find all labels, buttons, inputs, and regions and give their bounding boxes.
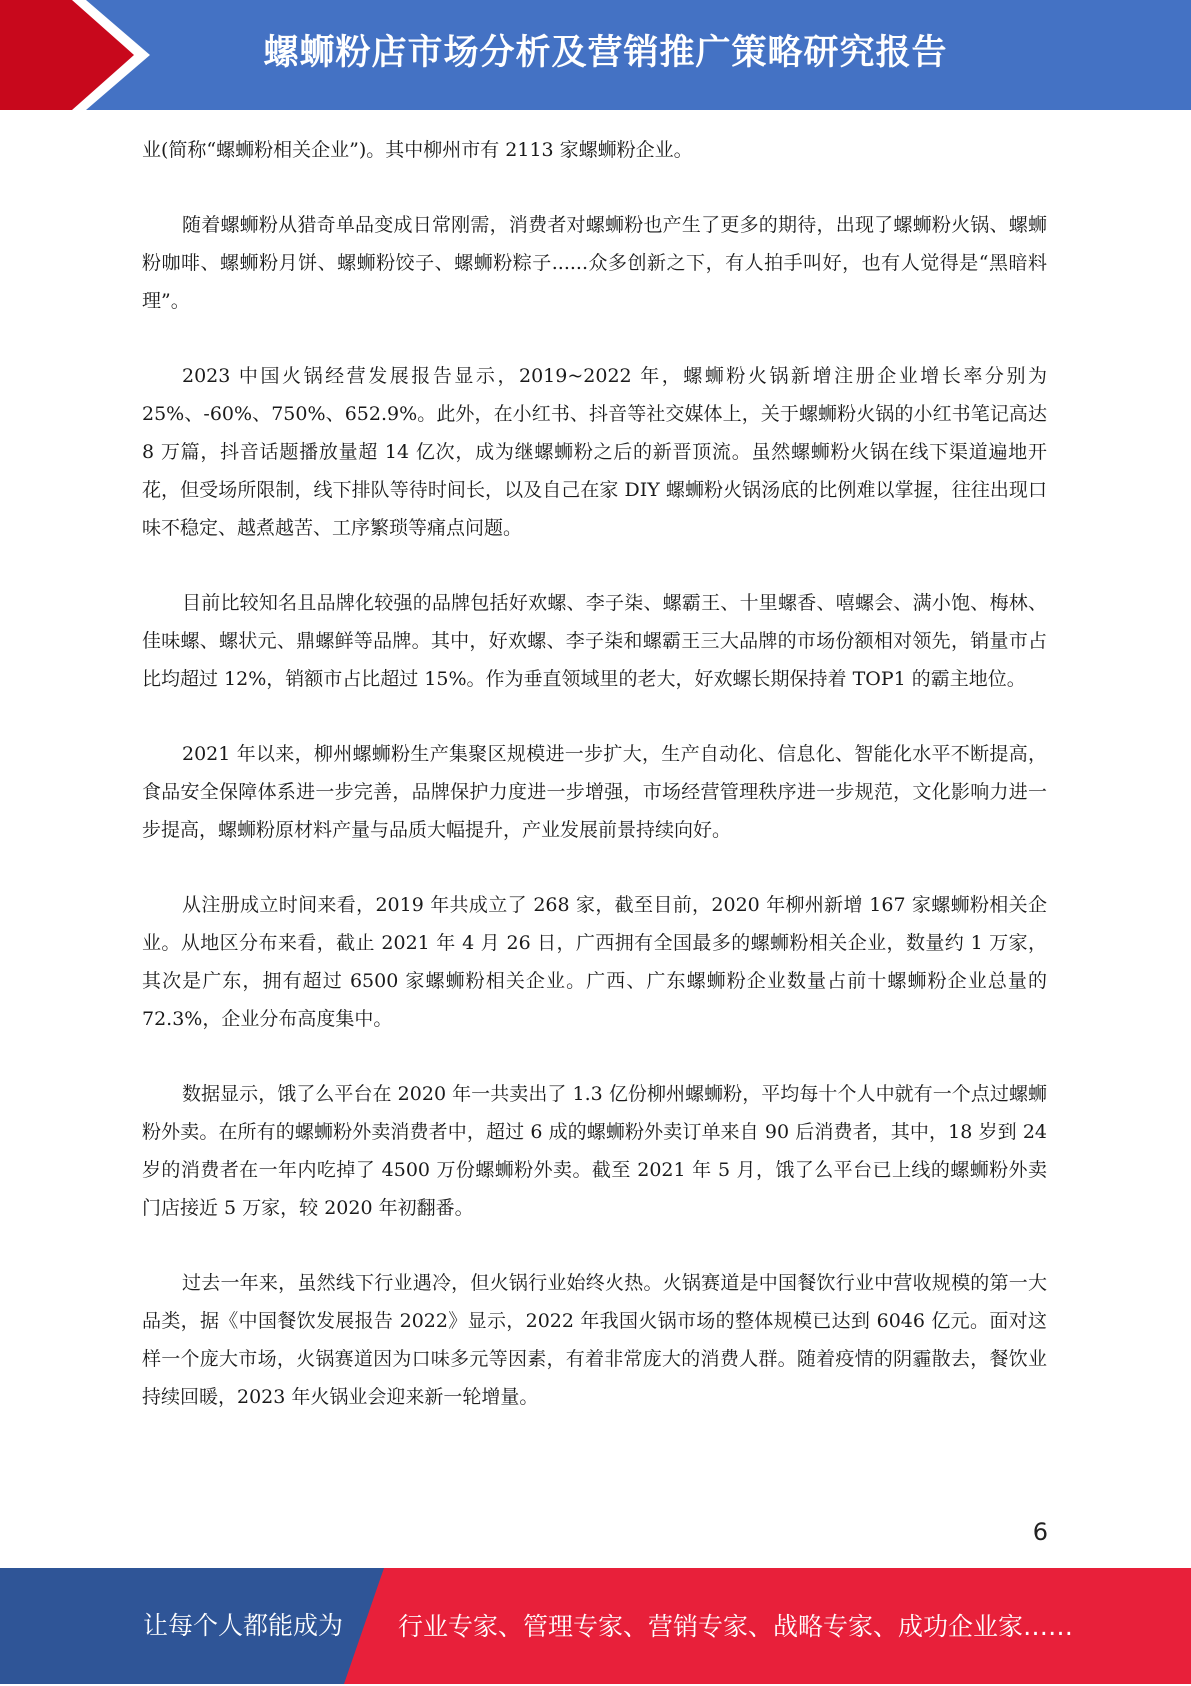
document-body [142, 131, 1047, 1453]
footer-slogan-left: 让每个人都能成为 [143, 1611, 344, 1640]
paragraph-innovation: 随着螺蛳粉从猎奇单品变成日常刚需，消费者对螺蛳粉也产生了更多的期待，出现了螺蛳粉火锅、螺蛳粉咖啡、螺蛳粉月饼、螺蛳粉饺子、螺蛳粉粽子......众多创新之下，有人拍手叫好，也有人觉得是“黑暗料理”。 [142, 214, 1047, 312]
footer-slogan-right: 行业专家、管理专家、营销专家、战略专家、成功企业家…… [398, 1612, 1074, 1641]
paragraph-hotpot-market: 过去一年来，虽然线下行业遇冷，但火锅行业始终火热。火锅赛道是中国餐饮行业中营收规模的第一大品类，据《中国餐饮发展报告 2022》显示，2022 年我国火锅市场的整体规模已达到 6046 亿元。面对这样一个庞大市场，火锅赛道因为口味多元等因素，有着非常庞大的消费人群。随着疫情的阴霾散去，餐饮业持续回暖，2023 年火锅业会迎来新一轮增量。 [142, 1272, 1047, 1408]
paragraph-registration: 从注册成立时间来看，2019 年共成立了 268 家，截至目前，2020 年柳州新增 167 家螺蛳粉相关企业。从地区分布来看，截止 2021 年 4 月 26 日，广西拥有全国最多的螺蛳粉相关企业，数量约 1 万家，其次是广东，拥有超过 6500 家螺蛳粉相关企业。广西、广东螺蛳粉企业数量占前十螺蛳粉企业总量的 72.3%，企业分布高度集中。 [142, 894, 1047, 1030]
paragraph-continuation: 业(简称“螺蛳粉相关企业”)。其中柳州市有 2113 家螺蛳粉企业。 [142, 139, 693, 161]
paragraph-hotpot-report: 2023 中国火锅经营发展报告显示，2019~2022 年，螺蛳粉火锅新增注册企业增长率分别为 25%、-60%、750%、652.9%。此外，在小红书、抖音等社交媒体上，关于螺蛳粉火锅的小红书笔记高达 8 万篇，抖音话题播放量超 14 亿次，成为继螺蛳粉之后的新晋顶流。虽然螺蛳粉火锅在线下渠道遍地开花，但受场所限制，线下排队等待时间长，以及自己在家 DIY 螺蛳粉火锅汤底的比例难以掌握，往往出现口味不稳定、越煮越苦、工序繁琐等痛点问题。 [142, 365, 1047, 539]
paragraph-delivery-data: 数据显示，饿了么平台在 2020 年一共卖出了 1.3 亿份柳州螺蛳粉，平均每十个人中就有一个点过螺蛳粉外卖。在所有的螺蛳粉外卖消费者中，超过 6 成的螺蛳粉外卖订单来自 90 后消费者，其中，18 岁到 24 岁的消费者在一年内吃掉了 4500 万份螺蛳粉外卖。截至 2021 年 5 月，饿了么平台已上线的螺蛳粉外卖门店接近 5 万家，较 2020 年初翻番。 [142, 1083, 1047, 1219]
paragraph-brands: 目前比较知名且品牌化较强的品牌包括好欢螺、李子柒、螺霸王、十里螺香、嘻螺会、满小饱、梅林、佳味螺、螺状元、鼎螺鲜等品牌。其中，好欢螺、李子柒和螺霸王三大品牌的市场份额相对领先，销量市占比均超过 12%，销额市占比超过 15%。作为垂直领域里的老大，好欢螺长期保持着 TOP1 的霸主地位。 [142, 592, 1047, 690]
paragraph-industry-development: 2021 年以来，柳州螺蛳粉生产集聚区规模进一步扩大，生产自动化、信息化、智能化水平不断提高，食品安全保障体系进一步完善，品牌保护力度进一步增强，市场经营管理秩序进一步规范，文化影响力进一步提高，螺蛳粉原材料产量与品质大幅提升，产业发展前景持续向好。 [142, 743, 1047, 841]
page-header [0, 0, 1191, 110]
document-title: 螺蛳粉店市场分析及营销推广策略研究报告 [263, 33, 948, 73]
page-footer [0, 1568, 1191, 1684]
page-number: 6 [1032, 1518, 1048, 1546]
